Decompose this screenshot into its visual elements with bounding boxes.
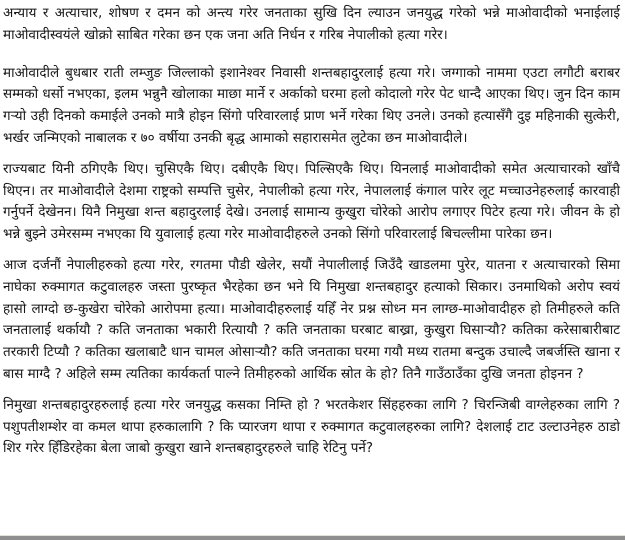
paragraph-3: राज्यबाट यिनी ठगिएकै थिए। चुसिएकै थिए। दबीएकै थिए। पिल्सिएकै थिए। यिनलाई माओवादीको समेत अत्याचारको खाँचै थिएन। तर माओवादीले देशमा राष्ट्रको सम्पत्ति चुसेर, नेपालीको हत्या गरेर, नेपाललाई कंगाल पारेर लूट मच्चाउनेहरुलाई कारवाही गर्नुपर्ने देखेनन। यिनै निमुखा शन्त बहादुरलाई देखे। उनलाई सामान्य कुखुरा चोरेको आरोप लगाएर पिटेर हत्या गरे। जीवन के हो भन्ने बुझ्ने उमेरसम्म नभएका यि युवालाई हत्या गरेर माओवादीहरुले उनको सिंगो परिवारलाई बिचल्लीमा पारेका छन। xyxy=(3,160,620,243)
window-bottom-edge xyxy=(0,535,625,540)
paragraph-2: माओवादीले बुधबार राती लम्जुङ जिल्लाको इशानेश्वर निवासी शन्तबहादुरलाई हत्या गरे। जग्गाको नाममा एउटा लगौटी बराबर सम्मको धर्सो नभएका, इलम भन्नुनै खोलाका माछा मार्ने र अर्काको घरमा हलो कोदालो गरेर पेट धान्दै आएका थिए। जुन दिन काम गऱ्यो उही दिनको कमाईले उनको मात्रै होइन सिंगो परिवारलाई प्राण भर्ने गरेका थिए उनले। उनको हत्यासँगै दुइ महिनाकी सुत्केरी, भर्खर जन्मिएको नाबालक र ७० वर्षीया उनकी बृद्ध आमाको सहारासमेत लुटेका छन माओवादीले। xyxy=(3,64,620,146)
paragraph-5: निमुखा शन्तबहादुरहरुलाई हत्या गरेर जनयुद्ध कसका निम्ति हो ? भरतकेशर सिंहहरुका लागि ? चिरन्जिबी वाग्लेहरुका लागि ? पशुपतीशम्शेर वा कमल थापा हरुकालागि ? कि प्यारजग थापा र रुक्मागत कटुवालहरुका लागि? देशलाई टाट उल्टाउनेहरु ठाडो शिर गरेर हिँडिरहेका बेला जाबो कुखुरा खाने शन्तबहादुरहरुले चाहि रेटिनु पर्ने? xyxy=(3,396,620,457)
paragraph-4: आज दर्जनौं नेपालीहरुको हत्या गरेर, रगतमा पौडी खेलेर, सयौं नेपालीलाई जिउँदै खाडलमा पुरेर, यातना र अत्याचारको सिमा नाघेका रुक्मागत कटुवालहरु जस्ता पुरष्कृत भैरहेका छन भने यि निमुखा शन्तबहादुर हत्याको सिकार। उनमाथिको अरोप स्वयं हासो लाग्दो छ-कुखेरा चोरेको आरोपमा हत्या। माओवादीहरुलाई यहिँ नेर प्रश्न सोध्न मन लाग्छ-माओवादीहरु हो तिमीहरुले कति जनतालाई थर्कायौ ? कति जनताका भकारी रित्यायौ ? कति जनताका घरबाट बाख्रा, कुखुरा घिसाऱ्यौ? कतिका करेसाबारीबाट तरकारी टिप्यौ ? कतिका खलाबाटै धान चामल ओसाऱ्यौ? कति जनताका घरमा गयौ मध्य रातमा बन्दुक उचाल्दै जबर्जस्ति खाना र बास माग्दै ? अहिले सम्म त्यतिका कार्यकर्ता पाल्ने तिमीहरुको आर्थिक स्रोत के हो? तिनै गाउँठाउँका दुखि जनता होइनन ? xyxy=(3,256,620,382)
paragraph-1: अन्याय र अत्याचार, शोषण र दमन को अन्त्य गरेर जनताका सुखि दिन ल्याउन जनयुद्ध गरेको भन्ने माओवादीको भनाईलाई माओवादीस्वयंले खोक्रो साबित गरेका छन एक जना अति निर्धन र गरिब नेपालीको हत्या गरेर। xyxy=(3,5,620,43)
